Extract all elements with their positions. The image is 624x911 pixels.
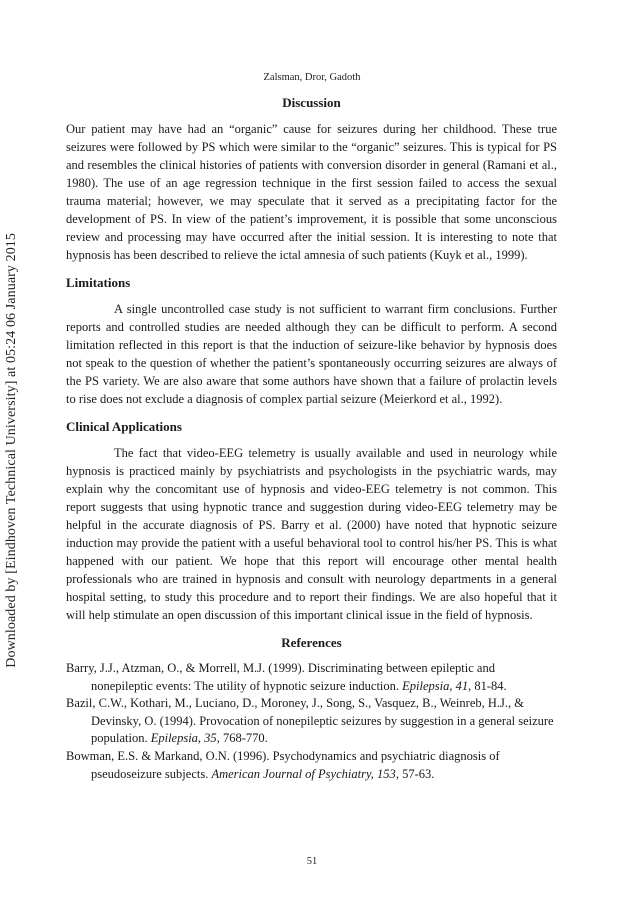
article-body bbox=[66, 94, 557, 783]
reference-item: Bazil, C.W., Kothari, M., Luciano, D., Moroney, J., Song, S., Vasquez, B., Weinreb, H.J., & Devinsky, O. (1994). Provocation of nonepileptic seizures by suggestion in a general seizure population. Epilepsia, 35, 768-770. bbox=[66, 696, 554, 746]
download-watermark-text: Downloaded by [Eindhoven Technical University] at 05:24 06 January 2015 bbox=[4, 232, 19, 668]
limitations-heading: Limitations bbox=[66, 275, 131, 290]
reference-list bbox=[66, 660, 557, 783]
reference-journal: American Journal of Psychiatry, 153 bbox=[211, 766, 396, 781]
clinical-applications-paragraph: The fact that video-EEG telemetry is usually available and used in neurology while hypnosis is practiced mainly by psychiatrists and psychologists in the psychiatric wards, may explain why the concomitant use of hypnosis and video-EEG telemetry is not common. This report suggests that using hypnotic trance and suggestion during video-EEG telemetry may be helpful in the accurate diagnosis of PS. Barry et al. (2000) have noted that hypnotic seizure induction may provide the patient with a useful behavioral tool to control his/her PS. This is what happened with our patient. We hope that this report will encourage other mental health professionals who are trained in hypnosis and consult with neurology departments in a general hospital setting, to study this procedure and to report their findings. We are also hopeful that it will help stimulate an open discussion of this important clinical issue in the field of hypnosis. bbox=[66, 446, 557, 622]
running-head: Zalsman, Dror, Gadoth bbox=[263, 72, 361, 83]
discussion-paragraph: Our patient may have had an “organic” cause for seizures during her childhood. These true seizures were followed by PS which were similar to the “organic” seizures. This is typical for PS and resembles the clinical histories of patients with conversion disorder in general (Ramani et al., 1980). The use of an age regression technique in the first session failed to access the sexual trauma material; however, we may speculate that it served as a precipitating factor for the development of PS. In view of the patient’s improvement, it is possible that some unconscious review and processing may have occurred after the initial session. It is interesting to note that hypnosis has been described to relieve the ictal amnesia of such patients (Kuyk et al., 1999). bbox=[66, 122, 557, 262]
reference-item: Bowman, E.S. & Markand, O.N. (1996). Psychodynamics and psychiatric diagnosis of pseudoseizure subjects. American Journal of Psychiatry, 153, 57-63. bbox=[66, 748, 500, 781]
references-heading: References bbox=[281, 635, 342, 650]
reference-item: Barry, J.J., Atzman, O., & Morrell, M.J. (1999). Discriminating between epileptic and nonepileptic events: The utility of hypnotic seizure induction. Epilepsia, 41, 81-84. bbox=[66, 661, 507, 693]
page-number: 51 bbox=[306, 856, 318, 867]
limitations-paragraph: A single uncontrolled case study is not sufficient to warrant firm conclusions. Further reports and controlled studies are needed although they can be difficult to perform. A second limitation reflected in this report is that the induction of seizure-like behavior by hypnosis does not speak to the question of whether the patient’s spontaneously occurring seizures are always of the PS variety. We are also aware that some authors have shown that a failure of prolactin levels to rise does not exclude a diagnosis of complex partial seizure (Meierkord et al., 1992). bbox=[66, 302, 557, 406]
discussion-heading: Discussion bbox=[282, 95, 341, 110]
clinical-applications-heading: Clinical Applications bbox=[66, 419, 182, 434]
reference-journal: Epilepsia, 35 bbox=[150, 731, 217, 746]
download-watermark bbox=[2, 232, 22, 668]
reference-journal: Epilepsia, 41 bbox=[402, 678, 469, 693]
